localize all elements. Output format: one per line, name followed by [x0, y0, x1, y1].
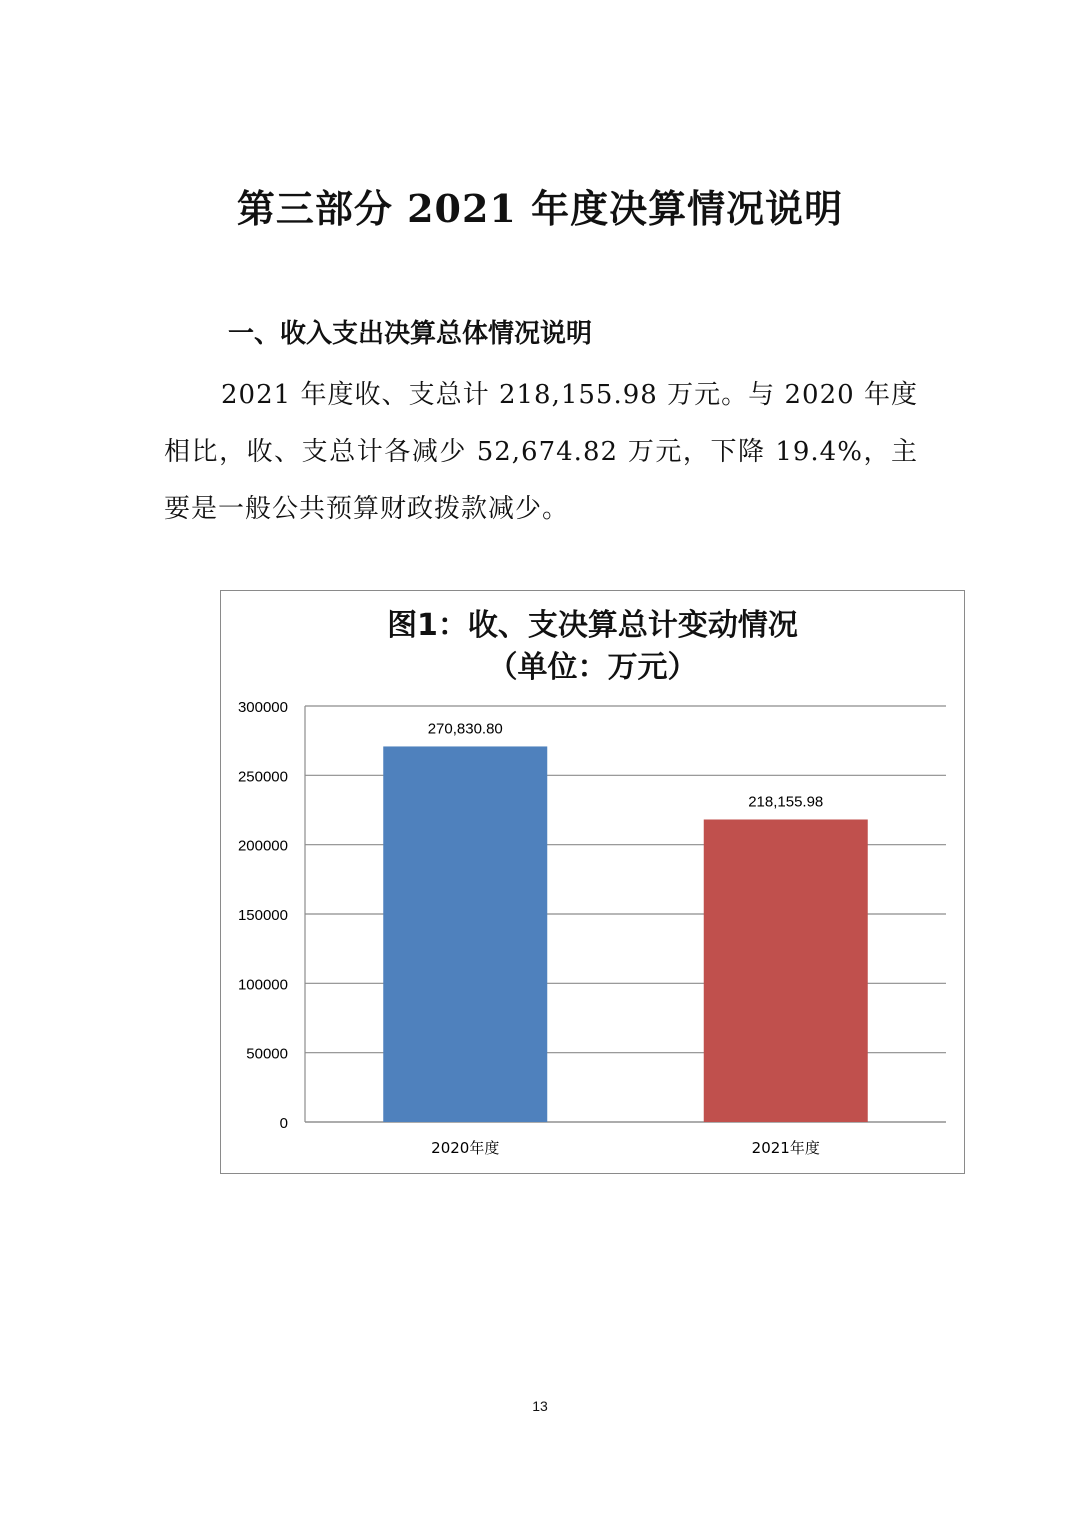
y-tick-label: 250000	[237, 768, 288, 786]
y-tick-label: 200000	[237, 837, 288, 855]
page-title: 第三部分 2021 年度决算情况说明	[236, 186, 844, 231]
bar	[383, 746, 547, 1122]
x-tick-label: 2020年度	[431, 1139, 500, 1157]
bar-value-label: 270,830.80	[427, 720, 503, 738]
page-number: 13	[532, 1398, 548, 1414]
y-tick-label: 0	[279, 1115, 288, 1132]
x-tick-label: 2021年度	[751, 1139, 820, 1157]
y-tick-label: 150000	[237, 907, 288, 924]
chart-title-line: 图1：收、支决算总计变动情况	[387, 608, 798, 643]
section-heading: 一、收入支出决算总体情况说明	[228, 319, 593, 349]
y-tick-label: 300000	[237, 699, 288, 716]
y-tick-label: 100000	[237, 976, 288, 994]
body-paragraph: 2021 年度收、支总计 218,155.98 万元。与 2020 年度相比，收、支总计各减少 52,674.82 万元，下降 19.4%，主要是一般公共预算财政拨款减少。	[164, 380, 918, 524]
bar	[704, 819, 868, 1122]
chart-subtitle: （单位：万元）	[487, 650, 698, 685]
bar-value-label: 218,155.98	[748, 793, 824, 811]
y-tick-label: 50000	[246, 1045, 288, 1063]
